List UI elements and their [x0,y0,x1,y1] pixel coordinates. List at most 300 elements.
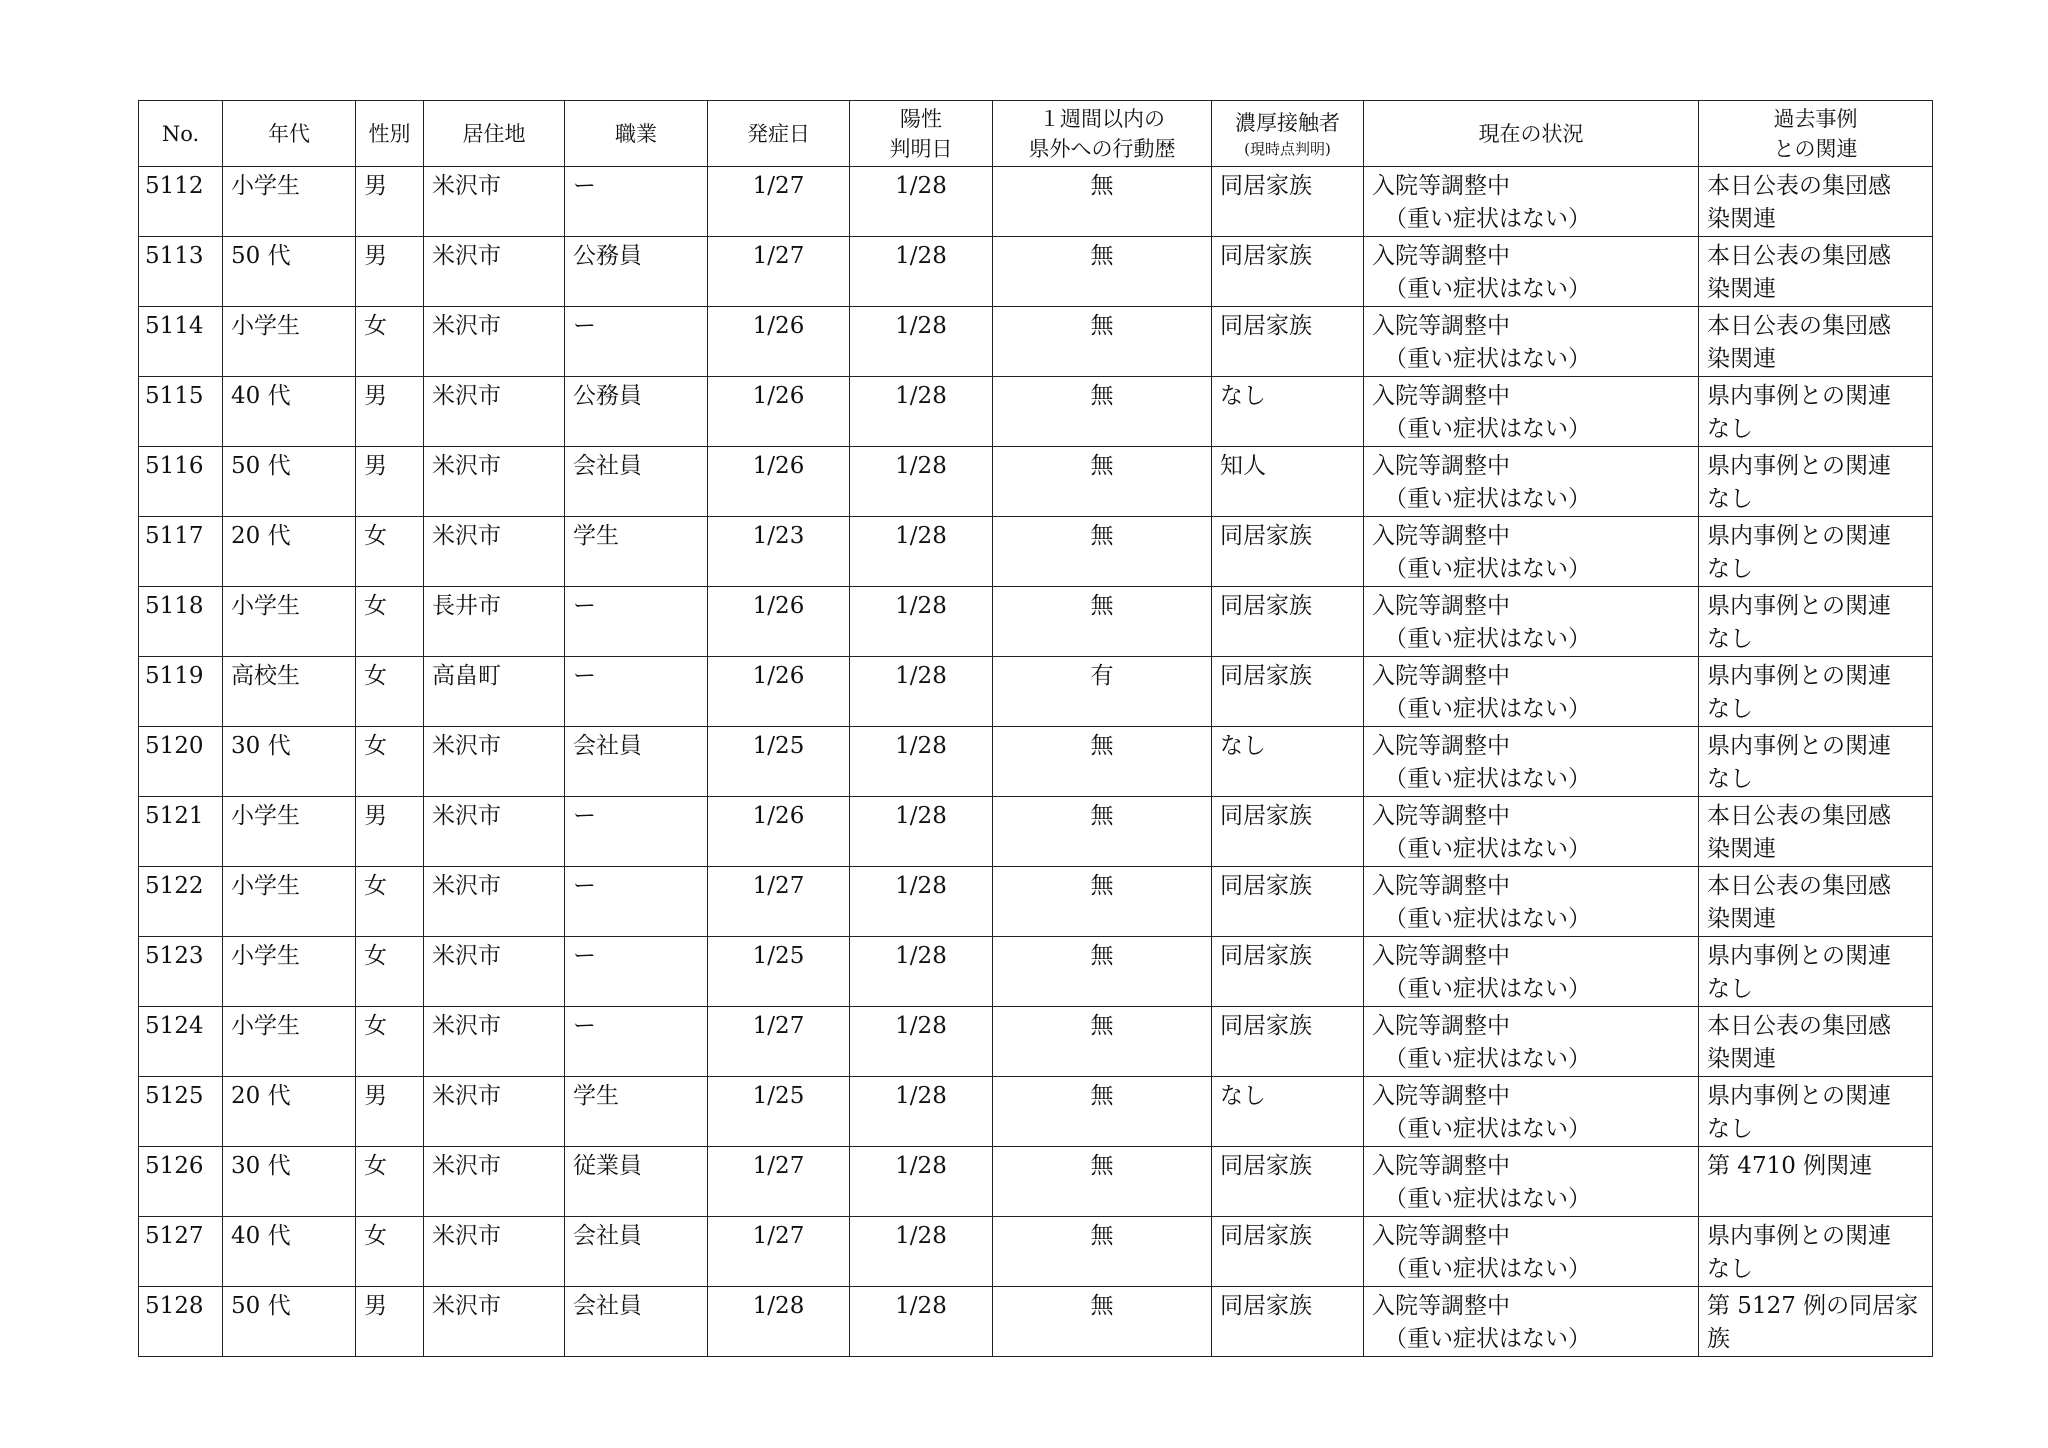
cell-residence [424,1217,565,1287]
cell-age [223,307,356,377]
cell-sex-text: 女 [364,663,387,689]
cell-contacts [1212,797,1364,867]
cell-no [139,237,223,307]
cell-age [223,377,356,447]
cell-no-text: 5123 [145,943,204,969]
cell-status [1364,797,1699,867]
cell-travel-text: 無 [1090,1083,1114,1109]
cell-positive-text: 1/28 [895,873,947,899]
cell-contacts-text: 同居家族 [1220,1013,1312,1039]
table-row [139,867,1933,937]
cell-onset [708,307,850,377]
cell-no-text: 5126 [145,1153,204,1179]
cell-relation-text: 県内事例との関連 なし [1707,523,1891,582]
cell-travel [993,237,1212,307]
cell-positive [850,587,993,657]
cell-relation-text: 本日公表の集団感 染関連 [1707,873,1891,932]
status-text: 入院等調整中 [1372,1293,1510,1319]
cell-age-text: 20 代 [231,523,291,549]
header-sex-text: 性別 [368,121,411,146]
cell-occupation [565,1077,708,1147]
cell-no [139,657,223,727]
cell-contacts [1212,1007,1364,1077]
cell-residence-text: 長井市 [432,593,501,619]
cell-residence [424,937,565,1007]
cell-age-text: 小学生 [231,173,300,199]
cell-travel-text: 無 [1090,523,1114,549]
cell-age [223,1007,356,1077]
cell-age [223,727,356,797]
cell-age-text: 小学生 [231,943,300,969]
cell-sex-text: 女 [364,943,387,969]
status-note: （重い症状はない） [1384,1116,1591,1142]
cell-relation [1699,937,1933,1007]
cell-sex [356,307,424,377]
cell-relation-text: 県内事例との関連 なし [1707,453,1891,512]
cell-contacts-text: 同居家族 [1220,313,1312,339]
cell-age-text: 小学生 [231,1013,300,1039]
cell-sex [356,797,424,867]
cell-no [139,517,223,587]
status-note: （重い症状はない） [1384,976,1591,1002]
cell-onset [708,1147,850,1217]
cell-status [1364,377,1699,447]
cell-age [223,517,356,587]
cell-residence-text: 米沢市 [432,523,501,549]
cell-no-text: 5124 [145,1013,204,1039]
cell-travel [993,307,1212,377]
cell-status [1364,1217,1699,1287]
cell-occupation-text: 会社員 [573,1223,642,1249]
cell-occupation-text: 学生 [573,1083,619,1109]
table-row [139,167,1933,237]
cell-no-text: 5116 [145,453,204,479]
cell-travel [993,167,1212,237]
cell-occupation-text: ー [573,593,596,619]
table-row [139,307,1933,377]
cell-residence [424,1147,565,1217]
cell-contacts [1212,867,1364,937]
cell-positive [850,1217,993,1287]
cell-age-text: 小学生 [231,803,300,829]
cell-occupation [565,1007,708,1077]
table-row [139,657,1933,727]
status-text: 入院等調整中 [1372,803,1510,829]
header-status [1364,101,1699,167]
cell-relation-text: 県内事例との関連 なし [1707,663,1891,722]
cell-residence-text: 米沢市 [432,803,501,829]
cell-status [1364,727,1699,797]
cell-travel [993,377,1212,447]
cell-no-text: 5112 [145,173,204,199]
header-contacts [1212,101,1364,167]
status-text: 入院等調整中 [1372,943,1510,969]
cell-onset [708,517,850,587]
cell-travel [993,797,1212,867]
header-travel-text: １週間以内の [1039,106,1165,131]
cell-sex-text: 女 [364,873,387,899]
cell-no [139,1217,223,1287]
table-row [139,797,1933,867]
cell-positive [850,937,993,1007]
cell-residence [424,447,565,517]
cell-positive-text: 1/28 [895,803,947,829]
cell-occupation-text: ー [573,873,596,899]
cell-positive-text: 1/28 [895,173,947,199]
cell-sex-text: 男 [364,383,387,409]
cell-age-text: 50 代 [231,243,291,269]
cell-residence [424,167,565,237]
cell-status [1364,1287,1699,1357]
cell-age-text: 小学生 [231,313,300,339]
cell-no-text: 5118 [145,593,204,619]
status-note: （重い症状はない） [1384,626,1591,652]
cell-contacts-text: 知人 [1220,453,1266,479]
cell-occupation-text: ー [573,943,596,969]
cell-relation-text: 本日公表の集団感 染関連 [1707,313,1891,372]
cell-positive [850,727,993,797]
cell-travel [993,1287,1212,1357]
cell-occupation [565,1217,708,1287]
status-text: 入院等調整中 [1372,1083,1510,1109]
cell-onset-text: 1/26 [752,663,805,689]
cell-occupation-text: 会社員 [573,1293,642,1319]
cell-travel-text: 無 [1090,173,1114,199]
cell-sex-text: 女 [364,1153,387,1179]
cell-status [1364,867,1699,937]
table-row [139,1077,1933,1147]
cell-positive [850,1007,993,1077]
cell-residence-text: 高畠町 [432,663,501,689]
cell-age-text: 高校生 [231,663,300,689]
cell-onset [708,587,850,657]
table-row [139,447,1933,517]
cell-positive-text: 1/28 [895,1083,947,1109]
status-text: 入院等調整中 [1372,1223,1510,1249]
cell-sex [356,867,424,937]
cell-contacts [1212,237,1364,307]
cell-positive-text: 1/28 [895,593,947,619]
cell-onset-text: 1/27 [752,1013,805,1039]
cell-occupation-text: ー [573,1013,596,1039]
cell-contacts-text: 同居家族 [1220,803,1312,829]
cell-no-text: 5120 [145,733,204,759]
cell-sex [356,447,424,517]
cell-sex [356,937,424,1007]
cell-residence [424,727,565,797]
cell-no [139,867,223,937]
cell-occupation-text: 公務員 [573,383,642,409]
status-text: 入院等調整中 [1372,1013,1510,1039]
cell-status [1364,237,1699,307]
cell-residence-text: 米沢市 [432,943,501,969]
cell-positive-text: 1/28 [895,733,947,759]
cell-residence-text: 米沢市 [432,1223,501,1249]
cell-contacts-text: 同居家族 [1220,523,1312,549]
cell-sex [356,587,424,657]
cell-no [139,1147,223,1217]
cell-onset-text: 1/26 [752,313,805,339]
cell-no-text: 5117 [145,523,204,549]
cell-relation [1699,307,1933,377]
header-relation-text: 過去事例 [1773,106,1858,131]
status-note: （重い症状はない） [1384,1326,1591,1352]
cell-onset-text: 1/23 [752,523,805,549]
header-onset [708,101,850,167]
cell-status [1364,587,1699,657]
cell-onset-text: 1/26 [752,383,805,409]
status-note: （重い症状はない） [1384,696,1591,722]
cell-occupation [565,167,708,237]
cell-residence [424,657,565,727]
cell-age-text: 40 代 [231,1223,291,1249]
cell-onset [708,1007,850,1077]
cell-no-text: 5114 [145,313,204,339]
cell-onset-text: 1/25 [752,1083,805,1109]
cell-residence [424,1287,565,1357]
cell-travel-text: 無 [1090,1153,1114,1179]
cell-status [1364,1147,1699,1217]
status-note: （重い症状はない） [1384,1186,1591,1212]
cell-age [223,237,356,307]
cell-positive [850,447,993,517]
status-text: 入院等調整中 [1372,243,1510,269]
cell-travel [993,1147,1212,1217]
cell-age [223,797,356,867]
cell-contacts-text: 同居家族 [1220,1223,1312,1249]
cell-relation-text: 第 4710 例関連 [1707,1153,1873,1179]
cell-occupation-text: ー [573,663,596,689]
cell-contacts-text: 同居家族 [1220,243,1312,269]
cell-no [139,377,223,447]
status-note: （重い症状はない） [1384,766,1591,792]
header-row [139,101,1933,167]
cell-no [139,307,223,377]
cell-residence-text: 米沢市 [432,173,501,199]
cell-positive [850,517,993,587]
status-text: 入院等調整中 [1372,173,1510,199]
table-row [139,727,1933,797]
header-onset-text: 発症日 [747,121,810,146]
cell-no [139,797,223,867]
cell-positive-text: 1/28 [895,313,947,339]
cell-no [139,937,223,1007]
cell-onset [708,867,850,937]
cell-occupation-text: 公務員 [573,243,642,269]
table-row [139,1007,1933,1077]
header-relation-text: との関連 [1773,136,1858,161]
cell-contacts [1212,727,1364,797]
cell-onset [708,1077,850,1147]
cell-age-text: 50 代 [231,1293,291,1319]
cell-travel-text: 無 [1090,1223,1114,1249]
cell-positive-text: 1/28 [895,523,947,549]
header-status-text: 現在の状況 [1478,121,1584,146]
cell-age-text: 30 代 [231,1153,291,1179]
cell-travel [993,657,1212,727]
cell-travel [993,1077,1212,1147]
cell-positive [850,657,993,727]
cell-contacts [1212,1077,1364,1147]
status-note: （重い症状はない） [1384,346,1591,372]
cell-residence [424,307,565,377]
cell-occupation [565,587,708,657]
cell-positive [850,1147,993,1217]
cell-sex-text: 男 [364,243,387,269]
cell-travel-text: 無 [1090,453,1114,479]
cell-residence [424,797,565,867]
cell-status [1364,1007,1699,1077]
cell-residence [424,1007,565,1077]
cell-relation-text: 県内事例との関連 なし [1707,593,1891,652]
cell-contacts-text: なし [1220,733,1266,759]
cell-travel [993,867,1212,937]
cell-travel-text: 無 [1090,243,1114,269]
cell-sex [356,1217,424,1287]
table-row [139,937,1933,1007]
cell-residence-text: 米沢市 [432,243,501,269]
cell-travel-text: 無 [1090,1013,1114,1039]
cell-travel-text: 無 [1090,313,1114,339]
cell-sex [356,727,424,797]
cell-relation [1699,797,1933,867]
cell-contacts-text: なし [1220,1083,1266,1109]
cell-contacts-text: 同居家族 [1220,593,1312,619]
status-text: 入院等調整中 [1372,733,1510,759]
cell-sex-text: 男 [364,173,387,199]
cell-relation-text: 県内事例との関連 なし [1707,943,1891,1002]
cell-status [1364,937,1699,1007]
cell-age [223,587,356,657]
cell-occupation [565,377,708,447]
cell-occupation-text: ー [573,313,596,339]
cell-travel-text: 無 [1090,943,1114,969]
status-text: 入院等調整中 [1372,663,1510,689]
cell-relation [1699,657,1933,727]
status-text: 入院等調整中 [1372,383,1510,409]
header-residence-text: 居住地 [462,121,526,146]
cell-relation [1699,167,1933,237]
cell-no [139,587,223,657]
header-positive-text: 陽性 [900,106,942,131]
status-note: （重い症状はない） [1384,416,1591,442]
cell-occupation-text: 従業員 [573,1153,642,1179]
cell-residence-text: 米沢市 [432,453,501,479]
cell-travel [993,587,1212,657]
cell-occupation-text: ー [573,173,596,199]
cell-travel-text: 無 [1090,383,1114,409]
cell-contacts [1212,657,1364,727]
cell-positive [850,1077,993,1147]
cell-contacts [1212,1287,1364,1357]
header-occupation [565,101,708,167]
cell-residence [424,867,565,937]
cell-occupation-text: 会社員 [573,733,642,759]
header-contacts-text: 濃厚接触者 [1235,110,1340,135]
cell-travel [993,937,1212,1007]
cell-relation-text: 本日公表の集団感 染関連 [1707,1013,1891,1072]
cell-relation [1699,1147,1933,1217]
cell-sex [356,517,424,587]
cell-contacts [1212,377,1364,447]
cell-contacts [1212,167,1364,237]
cell-age [223,657,356,727]
cell-residence [424,517,565,587]
cell-no-text: 5113 [145,243,204,269]
cell-age [223,1217,356,1287]
cell-no-text: 5115 [145,383,204,409]
cell-occupation [565,237,708,307]
cell-onset-text: 1/25 [752,733,805,759]
cell-residence-text: 米沢市 [432,733,501,759]
cell-positive [850,377,993,447]
header-occupation-text: 職業 [615,121,657,146]
header-residence [424,101,565,167]
cell-sex-text: 女 [364,593,387,619]
cell-positive [850,307,993,377]
cell-no-text: 5125 [145,1083,204,1109]
cell-positive-text: 1/28 [895,1223,947,1249]
cell-age [223,1077,356,1147]
cell-onset [708,1287,850,1357]
cell-relation [1699,517,1933,587]
header-age [223,101,356,167]
cell-positive [850,237,993,307]
cell-sex-text: 女 [364,733,387,759]
cell-onset-text: 1/27 [752,1223,805,1249]
cell-onset [708,237,850,307]
table-row [139,237,1933,307]
cell-age-text: 40 代 [231,383,291,409]
cell-relation [1699,377,1933,447]
cell-relation [1699,447,1933,517]
cell-relation-text: 県内事例との関連 なし [1707,1083,1891,1142]
cell-residence-text: 米沢市 [432,1153,501,1179]
header-travel [993,101,1212,167]
cell-contacts-text: 同居家族 [1220,873,1312,899]
cell-contacts [1212,937,1364,1007]
case-table-sheet [138,100,1933,1357]
cell-positive-text: 1/28 [895,1293,947,1319]
cell-occupation [565,937,708,1007]
cell-relation-text: 県内事例との関連 なし [1707,733,1891,792]
cell-onset-text: 1/27 [752,173,805,199]
cell-travel-text: 有 [1090,663,1114,689]
status-text: 入院等調整中 [1372,453,1510,479]
cell-contacts-text: 同居家族 [1220,663,1312,689]
header-age-text: 年代 [268,121,310,146]
cell-contacts-text: 同居家族 [1220,1293,1312,1319]
cell-onset-text: 1/26 [752,803,805,829]
table-row [139,1147,1933,1217]
cell-no [139,1287,223,1357]
cell-positive-text: 1/28 [895,383,947,409]
cell-positive-text: 1/28 [895,943,947,969]
cell-occupation [565,727,708,797]
cell-sex [356,377,424,447]
cell-onset [708,167,850,237]
cell-age [223,1147,356,1217]
cell-relation [1699,237,1933,307]
cell-age-text: 50 代 [231,453,291,479]
cell-status [1364,307,1699,377]
header-sex [356,101,424,167]
status-note: （重い症状はない） [1384,1046,1591,1072]
cell-sex-text: 男 [364,803,387,829]
cell-sex-text: 女 [364,1223,387,1249]
cell-contacts [1212,517,1364,587]
cell-occupation-text: ー [573,803,596,829]
